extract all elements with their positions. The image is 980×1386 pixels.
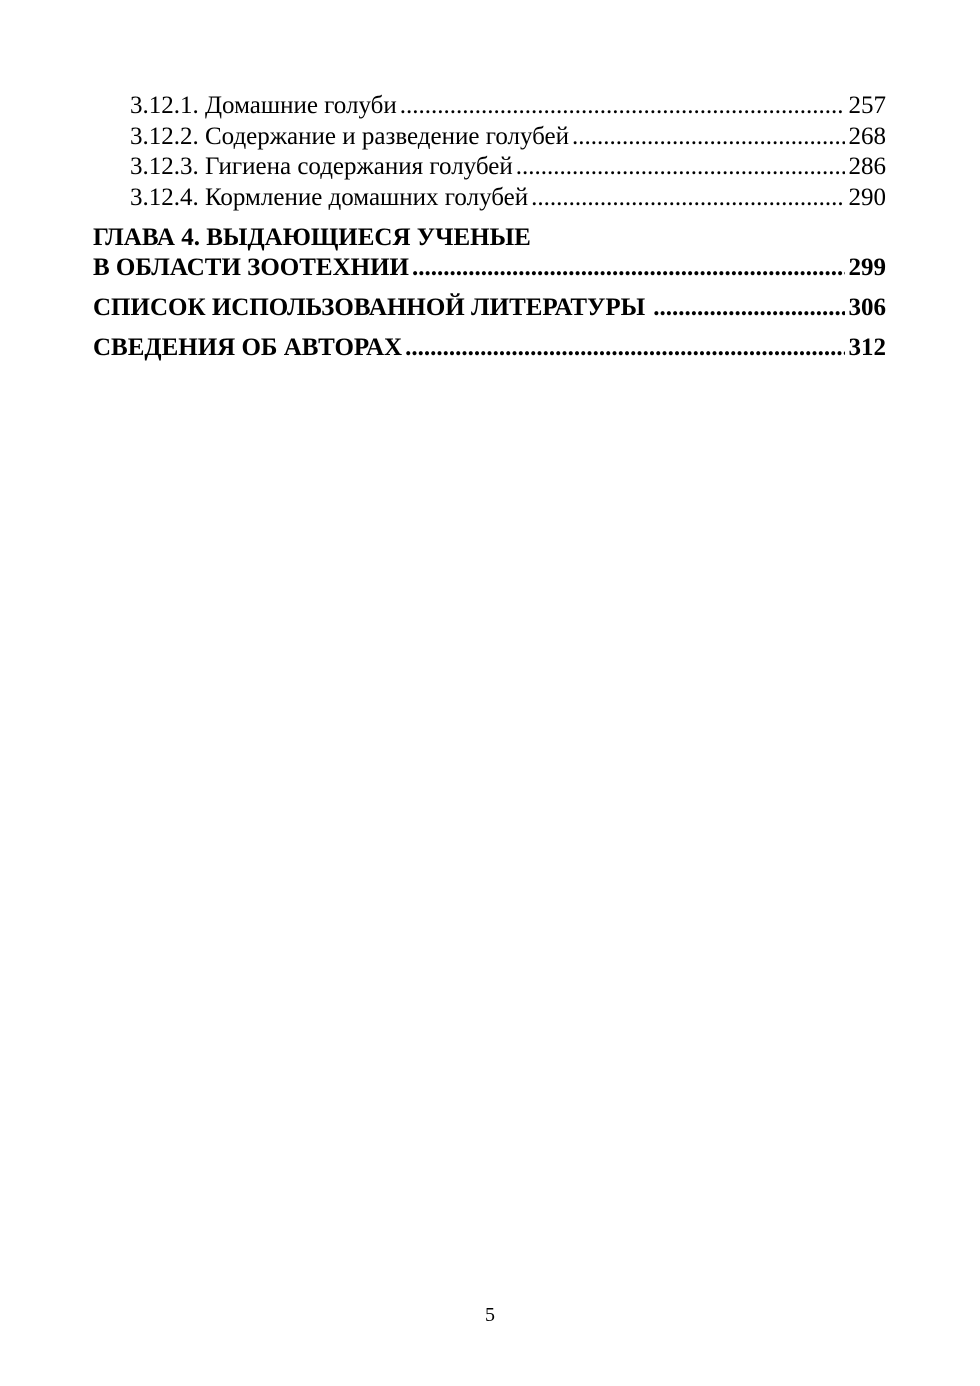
page-number: 5 [485,1304,495,1326]
toc-entry-title: 3.12.2. Содержание и разведение голубей [130,122,570,150]
toc-entry-references[interactable] [93,293,886,323]
dot-leader [572,122,844,153]
toc-chapter-title-line2: В ОБЛАСТИ ЗООТЕХНИИ [93,254,409,281]
toc-entry-3-12-4[interactable] [93,183,886,214]
toc-entry-page: 299 [848,254,886,281]
toc-entry-title: СПИСОК ИСПОЛЬЗОВАННОЙ ЛИТЕРАТУРЫ [93,294,646,321]
toc-entry-title: 3.12.3. Гигиена содержания голубей [130,153,513,180]
toc-entry-chapter-4[interactable] [93,223,886,283]
toc-entry-3-12-3[interactable] [93,152,886,183]
table-of-contents [93,91,886,363]
toc-entry-title: 3.12.1. Домашние голуби [130,92,397,119]
toc-entry-page: 306 [848,294,886,321]
dot-leader [405,333,844,363]
toc-entry-3-12-1[interactable] [93,91,886,122]
toc-chapter-title-line1: ГЛАВА 4. ВЫДАЮЩИЕСЯ УЧЕНЫЕ [93,224,531,251]
dot-leader [412,253,845,283]
toc-entry-authors[interactable] [93,333,886,363]
toc-entry-page: 268 [848,122,886,150]
toc-entry-title: СВЕДЕНИЯ ОБ АВТОРАХ [93,334,403,361]
toc-entry-title: 3.12.4. Кормление домашних голубей [130,183,529,211]
dot-leader [653,293,844,323]
toc-entry-page: 286 [848,153,886,180]
toc-entry-3-12-2[interactable] [93,122,886,153]
dot-leader [531,183,844,214]
toc-entry-page: 257 [848,92,886,119]
dot-leader [400,91,845,122]
toc-entry-page: 290 [848,183,886,211]
toc-entry-page: 312 [848,334,886,361]
dot-leader [516,152,845,183]
